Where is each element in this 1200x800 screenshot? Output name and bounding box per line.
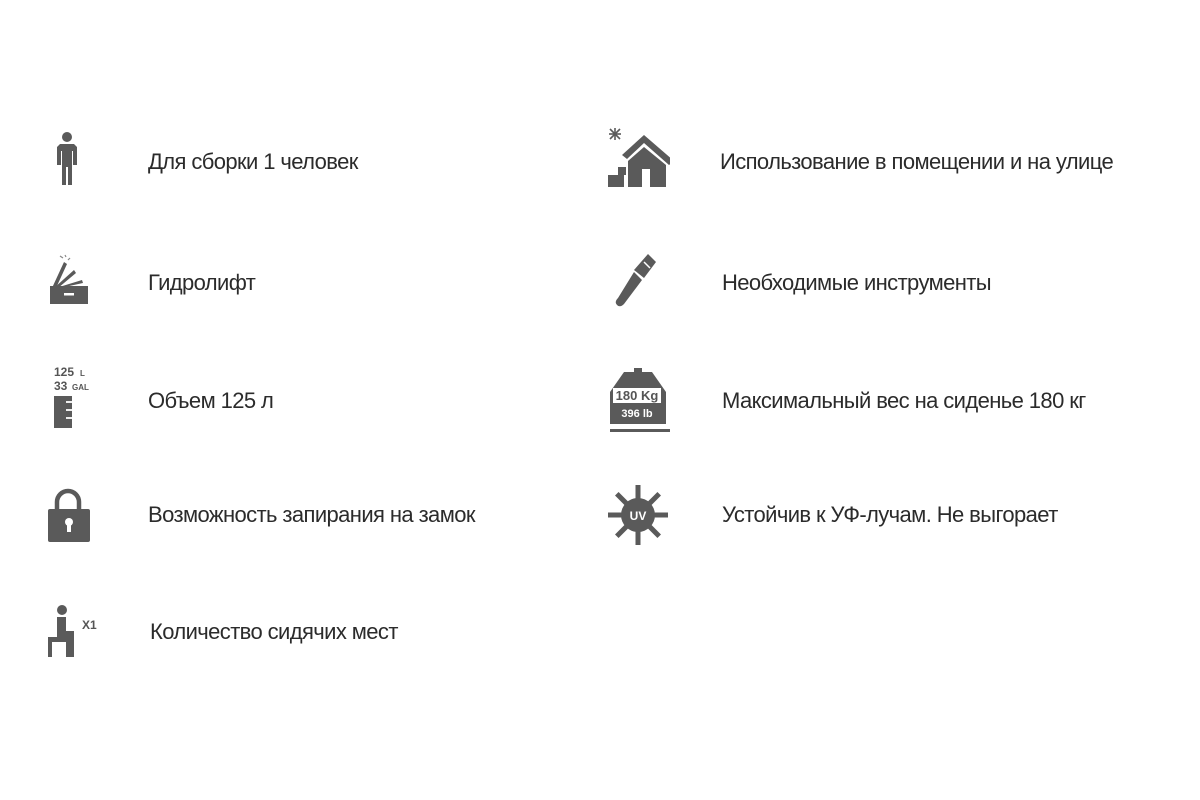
feature-tools-label: Необходимые инструменты xyxy=(722,270,991,295)
volume-liters: 125 xyxy=(54,366,75,379)
house-sun-icon xyxy=(600,127,670,197)
feature-hydrolift-label: Гидролифт xyxy=(148,270,256,295)
hydrolift-icon xyxy=(30,248,100,318)
seated-person-icon xyxy=(30,597,100,667)
feature-weight-label: Максимальный вес на сиденье 180 кг xyxy=(722,388,1086,413)
uv-badge: UV xyxy=(629,509,647,523)
volume-gallons-unit: GAL xyxy=(72,383,89,392)
feature-indoor-outdoor-label: Использование в помещении и на улице xyxy=(720,149,1114,174)
padlock-icon xyxy=(30,480,100,550)
volume-icon xyxy=(30,366,100,436)
feature-uv-label: Устойчив к УФ-лучам. Не выгорает xyxy=(722,502,1058,527)
uv-sun-icon xyxy=(600,480,670,550)
feature-seats-label: Количество сидячих мест xyxy=(150,619,398,644)
feature-volume-label: Объем 125 л xyxy=(148,388,274,413)
weight-icon xyxy=(600,366,670,436)
feature-assembly-label: Для сборки 1 человек xyxy=(148,149,358,174)
person-icon xyxy=(30,127,100,197)
feature-lock-label: Возможность запирания на замок xyxy=(148,502,475,527)
volume-gallons: 33 xyxy=(54,379,68,393)
screwdriver-icon xyxy=(600,248,670,318)
weight-kg: 180 Kg xyxy=(615,388,659,403)
seats-count: X1 xyxy=(82,618,97,632)
weight-lb: 396 lb xyxy=(621,408,653,420)
volume-liters-unit: L xyxy=(80,369,85,378)
